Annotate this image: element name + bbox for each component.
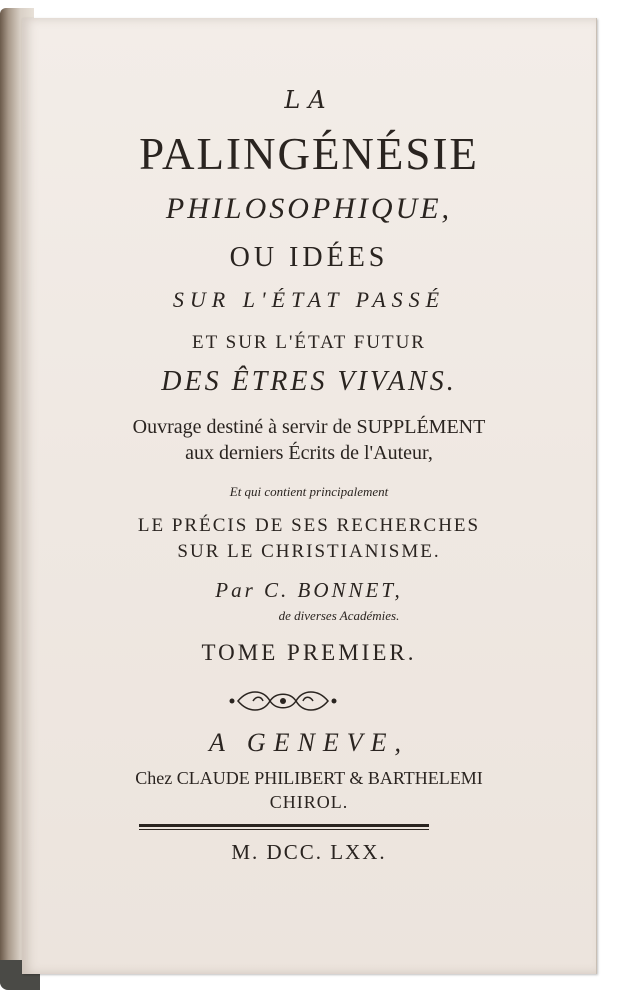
title-page <box>22 18 597 974</box>
description-line-1: Ouvrage destiné à servir de SUPPLÉMENT <box>132 416 486 438</box>
title-etres-vivans: DES ÊTRES VIVANS. <box>161 366 457 397</box>
title-etat-futur: ET SUR L'ÉTAT FUTUR <box>192 332 426 353</box>
imprint-date: M. DCC. LXX. <box>231 840 387 864</box>
imprint-place: A GENEVE, <box>208 728 410 757</box>
title-etat-passe: SUR L'ÉTAT PASSÉ <box>172 287 446 312</box>
publisher-line-2: CHIROL. <box>269 792 349 812</box>
title-ou-idees: OU IDÉES <box>229 242 389 273</box>
contents-intro: Et qui contient principalement <box>229 484 389 499</box>
volume-label: TOME PREMIER. <box>201 640 417 665</box>
title-subtitle: PHILOSOPHIQUE, <box>165 192 453 225</box>
publisher-line-1: Chez CLAUDE PHILIBERT & BARTHELEMI <box>135 768 483 788</box>
contents-line-1: LE PRÉCIS DE SES RECHERCHES <box>137 515 481 536</box>
main-title: PALINGÉNÉSIE <box>139 129 479 179</box>
author-line: Par C. BONNET, <box>215 578 403 602</box>
title-article: LA <box>284 86 334 114</box>
double-rule-top <box>139 824 429 827</box>
contents-line-2: SUR LE CHRISTIANISME. <box>177 541 441 562</box>
description-line-2: aux derniers Écrits de l'Auteur, <box>185 442 433 464</box>
author-affiliation: de diverses Académies. <box>278 608 400 623</box>
fleuron-ornament-icon <box>228 686 338 716</box>
double-rule-bottom <box>139 829 429 830</box>
